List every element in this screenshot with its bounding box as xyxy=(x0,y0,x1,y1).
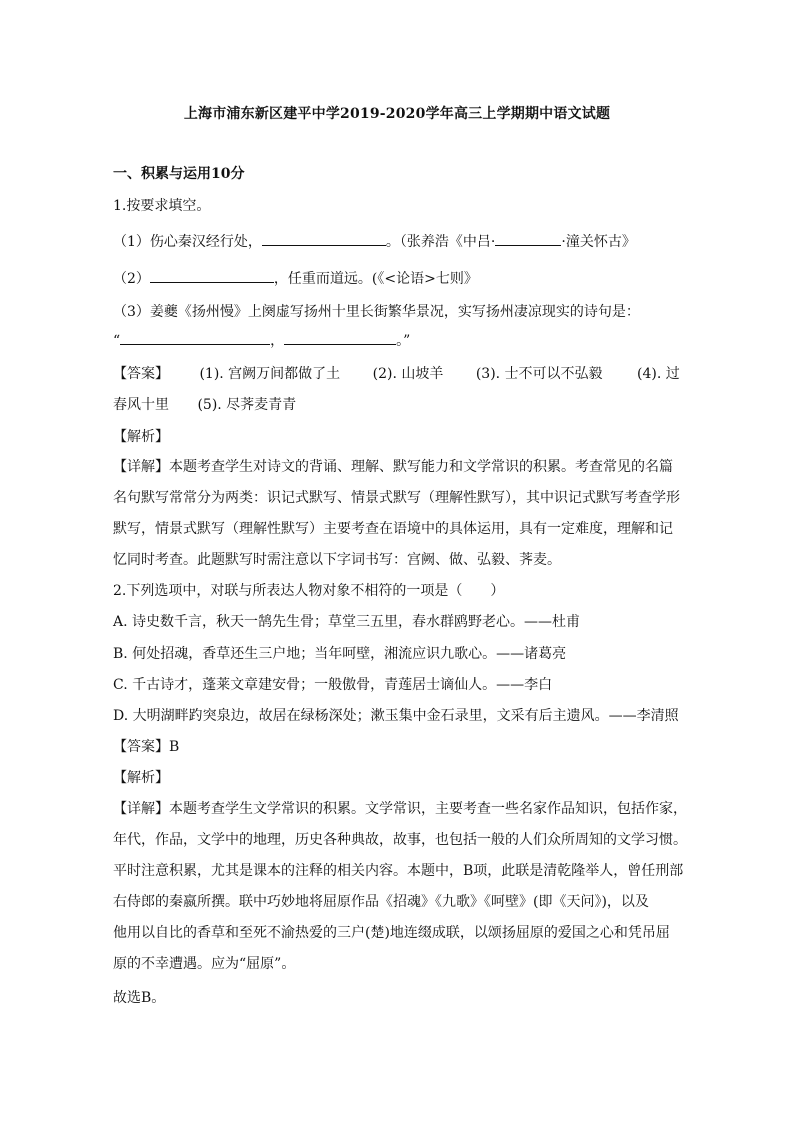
answer-item: 春风十里 xyxy=(113,397,169,413)
answer-label: 【答案】 xyxy=(113,366,169,382)
q2-answer: 【答案】B xyxy=(113,739,180,755)
fill-blank xyxy=(284,330,396,345)
fill-blank xyxy=(150,268,274,283)
answer-item: (5). 尽荠麦青青 xyxy=(197,397,297,413)
q1-detail-line: 【详解】本题考查学生对诗文的背诵、理解、默写能力和文学常识的积累。考查常见的名篇 xyxy=(113,459,673,475)
q1-detail-line: 默写，情景式默写（理解性默写）主要考查在语境中的具体运用，具有一定难度，理解和记 xyxy=(113,521,673,537)
q2-conclusion: 故选B。 xyxy=(113,990,166,1006)
q2-option: A. 诗史数千言，秋天一鹄先生骨；草堂三五里，春水群鸥野老心。——杜甫 xyxy=(113,614,581,630)
q2-detail-line: 【详解】本题考查学生文学常识的积累。文学常识，主要考查一些名家作品知识，包括作家， xyxy=(113,801,687,817)
q2-stem: 2.下列选项中，对联与所表达人物对象不相符的一项是（ ） xyxy=(113,583,505,599)
fill-blank xyxy=(262,231,386,246)
q1-part1-text-a: （1）伤心秦汉经行处， xyxy=(113,234,262,250)
q1-answer xyxy=(113,364,683,384)
q1-part3: （3）姜夔《扬州慢》上阕虚写扬州十里长街繁华景况，实写扬州凄凉现实的诗句是： xyxy=(113,304,640,320)
q2-detail-line: 原的不幸遭遇。应为“屈原”。 xyxy=(113,956,296,972)
fill-blank xyxy=(495,231,561,246)
section-heading: 一、积累与运用10分 xyxy=(113,166,245,182)
answer-item: (4). 过 xyxy=(637,366,680,382)
q2-option: C. 千古诗才，蓬莱文章建安骨；一般傲骨，青莲居士谪仙人。——李白 xyxy=(113,677,553,693)
q1-stem: 1.按要求填空。 xyxy=(113,198,211,214)
q2-detail-line: 右侍郎的秦嬴所撰。联中巧妙地将屈原作品《招魂》《九歌》《呵壁》(即《天问》)，以及 xyxy=(113,894,649,910)
page-title: 上海市浦东新区建平中学2019-2020学年高三上学期期中语文试题 xyxy=(183,106,611,122)
comma: ， xyxy=(270,333,285,349)
q1-analysis-label: 【解析】 xyxy=(113,429,169,445)
q2-detail-line: 年代，作品，文学中的地理，历史各种典故，故事，也包括一般的人们众所周知的文学习惯。 xyxy=(113,832,687,848)
q2-option: B. 何处招魂，香草还生三户地；当年呵壁，湘流应识九歌心。——诸葛亮 xyxy=(113,646,567,662)
answer-item: (3). 士不可以不弘毅 xyxy=(475,366,603,382)
q1-part3-blanks xyxy=(113,330,683,351)
q1-answer-cont xyxy=(113,395,683,415)
q2-detail-line: 他用以自比的香草和至死不渝热爱的三户(楚)地连缀成联，以颂扬屈原的爱国之心和凭吊屈 xyxy=(113,925,670,941)
q1-detail-line: 忆同时考查。此题默写时需注意以下字词书写：宫阙、做、弘毅、荠麦。 xyxy=(113,552,561,568)
q2-option: D. 大明湖畔趵突泉边，故居在绿杨深处；漱玉集中金石录里，文采有后主遗风。——李清照 xyxy=(113,708,679,724)
answer-item: (2). 山坡羊 xyxy=(372,366,444,382)
quote-open: “ xyxy=(113,333,121,349)
q1-part1 xyxy=(113,231,683,252)
quote-close: 。” xyxy=(396,333,411,349)
q1-part1-text-b: 。（张养浩《中吕· xyxy=(385,234,496,250)
q2-analysis-label: 【解析】 xyxy=(113,770,169,786)
q1-part2-text-b: ，任重而道远。(《<论语>七则》 xyxy=(273,271,478,287)
answer-item: (1). 宫阙万间都做了土 xyxy=(199,366,341,382)
q1-part2 xyxy=(113,268,683,289)
fill-blank xyxy=(120,330,270,345)
q1-detail-line: 名句默写常常分为两类：识记式默写、情景式默写（理解性默写），其中识记式默写考查学形 xyxy=(113,490,680,506)
q2-detail-line: 平时注意积累，尤其是课本的注释的相关内容。本题中，B项，此联是清乾隆举人，曾任刑部 xyxy=(113,863,684,879)
q1-part2-text-a: （2） xyxy=(113,271,150,287)
q1-part1-text-c: ·潼关怀古》 xyxy=(561,234,636,250)
